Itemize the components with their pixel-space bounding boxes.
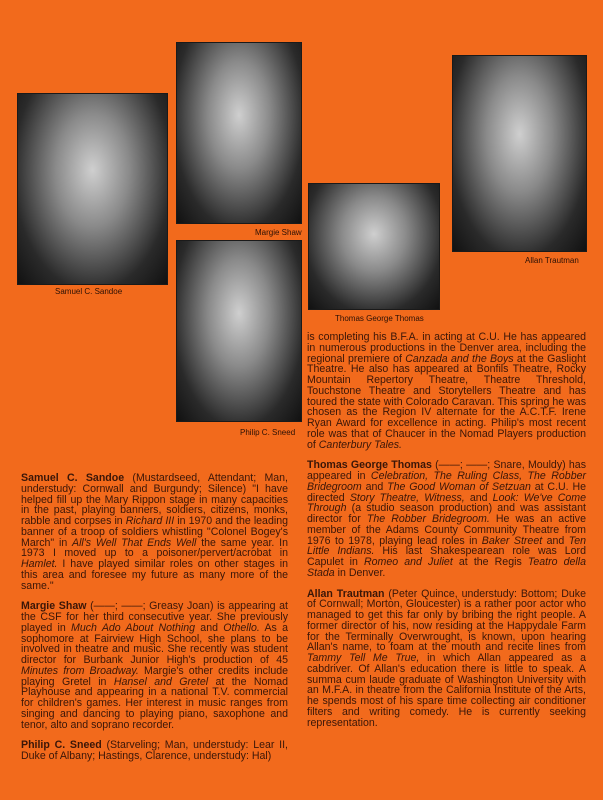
caption-allan-trautman: Allan Trautman [525, 256, 579, 265]
bio-paragraph [21, 473, 288, 591]
bio-text: As a sophomore at Fairview High School, she plans to be involved in theatre and music. She recently was student director for Burbank Junior High's production of 45 [21, 621, 289, 666]
bio-text: I have played similar roles on other stages in this area and foresee my future as many more of the same." [21, 558, 288, 592]
bio-text: He was an active member of the Adams County Community Theatre from 1976 to 1978, playing lead roles in [307, 513, 586, 547]
production-title: Othello. [223, 621, 260, 634]
production-title: Hansel and Gretel [113, 675, 209, 688]
actor-name: Samuel C. Sandoe [21, 472, 125, 484]
bio-text: in 1970 and the leading banner of a troop of soldiers whistling "Colonel Bogey's March" in [21, 515, 288, 549]
bio-paragraph [307, 589, 586, 729]
caption-thomas-george-thomas: Thomas George Thomas [335, 314, 424, 323]
production-title: Baker Street [481, 534, 543, 547]
actor-name: Margie Shaw [21, 600, 87, 613]
bio-text: (Mustardseed, Attendant; Man, understudy: Cornwall and Burgundy; Silence) "I have helped fill up the Mary Rippon stage in many capacities in the past, playing banners, soldiers, citizens, monks, rabble and corpses in [21, 472, 288, 527]
actor-name: Philip C. Sneed [21, 739, 102, 752]
bio-text: (——; ——; Snare, Mouldy) has appeared in [307, 459, 586, 482]
actor-name: Thomas George Thomas [307, 459, 432, 472]
production-title: Minutes from Broadway. [21, 664, 139, 677]
bio-text: the same year. In 1973 I moved up to a poisoner/pervert/acrobat in [21, 536, 288, 560]
bio-text: at C.U. He directed [307, 480, 587, 504]
bio-text: (Starveling; Man, understudy: Lear II, Duke of Albany; Hastings, Clarence, understudy: Hal) [21, 739, 288, 762]
bio-text: and [361, 480, 388, 493]
bio-text: in which Allan appeared as a cabdriver. Of Allan's education there is little to speak. A summa cum laude graduate of Washington University with an M.F.A. in theatre from the California Institute of the Arts, he spends most of his spare time collecting air conditioner filters and writing comedy. He is currently seeking representation. [307, 652, 586, 729]
bio-text: at the Gaslight Theatre. He also has appeared at Bonfils Theatre, Rocky Mountain Repertory Theatre, Theatre Threshold, Touchstone Theatre and Storytellers Theatre and has toured the state with Colorado Caravan. This spring he was chosen as the Region IV alternate for the A.C.T.F. Irene Ryan Award for excellence in acting. Philip's most recent role was that of Chaucer in the Nomad Players production of [307, 352, 586, 451]
bio-text: is completing his B.F.A. in acting at C.U. He has appeared in numerous productions in the Denver area, including the regional premiere of [307, 331, 586, 365]
bio-paragraph [21, 601, 288, 730]
production-title: The Robber Bridegroom. [366, 513, 490, 525]
bio-text: at the Nomad Playhouse and appearing in a national T.V. commercial for children's games. Her interest in music ranges from singing and dancing to playing piano, saxophone and tenor, alto and soprano recorder. [21, 675, 289, 731]
production-title: Richard III [125, 515, 175, 527]
bio-text: (a studio season production) and was assistant director for [307, 502, 586, 525]
bio-text: Margie's other credits include playing Gretel in [21, 664, 288, 688]
production-title: Hamlet. [21, 558, 58, 570]
actor-name: Allan Trautman [307, 587, 385, 600]
bio-text: (Peter Quince, understudy: Bottom; Duke of Cornwall; Morton, Gloucester) is a rather poor actor who managed to get this far only by bribing the right people. A former director of his, now residing at the Happydale Farm for the Terminally Overwrought, is known, upon hearing Allan's name, to foam at the mouth and recite lines from [307, 587, 586, 654]
bio-text: and [464, 491, 493, 504]
bio-text: and [542, 534, 569, 547]
bio-text: in Denver. [334, 566, 386, 579]
production-title: Teatro della Stada [307, 556, 586, 579]
bio-paragraph [307, 460, 586, 578]
bio-paragraph [21, 740, 288, 762]
production-title: Tammy Tell Me True, [307, 652, 420, 664]
photo-thomas-george-thomas [308, 183, 440, 310]
bio-text: at the Regis [452, 556, 528, 568]
left-text-column [21, 473, 288, 772]
production-title: Ten Little Indians. [307, 534, 586, 558]
production-title: Celebration, The Ruling Class, The Robber Bridegroom [307, 470, 587, 493]
caption-margie-shaw: Margie Shaw [255, 228, 302, 237]
production-title: The Good Woman of Setzuan [387, 480, 531, 493]
photo-allan-trautman [452, 55, 587, 252]
production-title: Canterbury Tales. [318, 438, 403, 451]
caption-samuel-sandoe: Samuel C. Sandoe [55, 287, 123, 296]
bio-text: and [195, 621, 224, 634]
caption-philip-sneed: Philip C. Sneed [240, 428, 296, 437]
production-title: Canzada and the Boys [405, 352, 514, 365]
bio-text: His last Shakespearean role was Lord Capulet in [307, 545, 586, 568]
photo-samuel-sandoe [17, 93, 168, 285]
bio-text: (——; ——; Greasy Joan) is appearing at the CSF for her third consecutive year. She previously played in [21, 600, 288, 634]
production-title: All's Well That Ends Well [72, 536, 197, 549]
photo-philip-sneed [176, 240, 302, 422]
bio-paragraph [307, 332, 586, 450]
photo-margie-shaw [176, 42, 302, 224]
production-title: Much Ado About Nothing [71, 621, 196, 634]
production-title: Look: We've Come Through [307, 491, 586, 515]
production-title: Romeo and Juliet [363, 556, 453, 568]
production-title: Story Theatre, Witness, [349, 491, 465, 504]
right-text-column [307, 332, 586, 738]
